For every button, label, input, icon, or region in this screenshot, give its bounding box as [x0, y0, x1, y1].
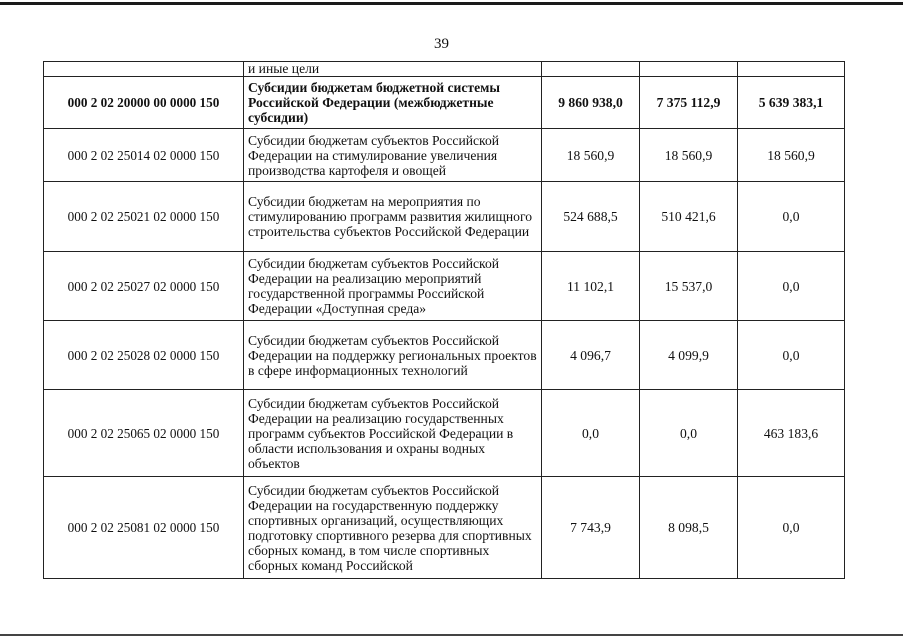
name-cell: Субсидии бюджетам субъектов Российской Федерации на реализацию государственных программ субъектов Российской Федерации в области использования и охраны водных объектов	[244, 390, 542, 477]
value-cell-2: 0,0	[640, 390, 738, 477]
table-row	[44, 321, 845, 390]
code-cell: 000 2 02 25065 02 0000 150	[44, 390, 244, 477]
budget-table	[43, 61, 845, 579]
value-cell	[640, 62, 738, 77]
value-cell-3: 0,0	[738, 477, 845, 579]
value-cell	[542, 62, 640, 77]
name-cell: Субсидии бюджетам субъектов Российской Федерации на государственную поддержку спортивных организаций, осуществляющих подготовку спортивного резерва для спортивных сборных команд, в том числе спортивных сборных команд Российской	[244, 477, 542, 579]
value-cell-1: 7 743,9	[542, 477, 640, 579]
code-cell: 000 2 02 25014 02 0000 150	[44, 129, 244, 182]
code-cell	[44, 62, 244, 77]
value-cell-2: 510 421,6	[640, 182, 738, 252]
value-cell-1: 0,0	[542, 390, 640, 477]
table-row-subsidies-total	[44, 77, 845, 129]
value-cell-3: 0,0	[738, 182, 845, 252]
value-cell-1: 524 688,5	[542, 182, 640, 252]
table-row	[44, 477, 845, 579]
table-row	[44, 182, 845, 252]
table-row	[44, 252, 845, 321]
name-cell: Субсидии бюджетам бюджетной системы Российской Федерации (межбюджетные субсидии)	[244, 77, 542, 129]
name-cell: Субсидии бюджетам на мероприятия по стимулированию программ развития жилищного строительства субъектов Российской Федерации	[244, 182, 542, 252]
page-number: 39	[434, 36, 449, 52]
value-cell-1: 9 860 938,0	[542, 77, 640, 129]
value-cell-3: 0,0	[738, 252, 845, 321]
value-cell-3: 0,0	[738, 321, 845, 390]
value-cell-3: 463 183,6	[738, 390, 845, 477]
code-cell: 000 2 02 25027 02 0000 150	[44, 252, 244, 321]
code-cell: 000 2 02 20000 00 0000 150	[44, 77, 244, 129]
value-cell-2: 18 560,9	[640, 129, 738, 182]
code-cell: 000 2 02 25021 02 0000 150	[44, 182, 244, 252]
value-cell-1: 4 096,7	[542, 321, 640, 390]
value-cell-1: 11 102,1	[542, 252, 640, 321]
name-cell: Субсидии бюджетам субъектов Российской Федерации на стимулирование увеличения производства картофеля и овощей	[244, 129, 542, 182]
name-cell: Субсидии бюджетам субъектов Российской Федерации на поддержку региональных проектов в сфере информационных технологий	[244, 321, 542, 390]
value-cell-3: 5 639 383,1	[738, 77, 845, 129]
value-cell-2: 15 537,0	[640, 252, 738, 321]
value-cell-1: 18 560,9	[542, 129, 640, 182]
value-cell	[738, 62, 845, 77]
bottom-border-line	[0, 634, 903, 636]
name-cell: и иные цели	[244, 62, 542, 77]
value-cell-2: 7 375 112,9	[640, 77, 738, 129]
top-border-line	[0, 2, 903, 5]
table-row-continuation	[44, 62, 845, 77]
table-row	[44, 129, 845, 182]
name-cell: Субсидии бюджетам субъектов Российской Федерации на реализацию мероприятий государственной программы Российской Федерации «Доступная среда»	[244, 252, 542, 321]
value-cell-2: 4 099,9	[640, 321, 738, 390]
code-cell: 000 2 02 25081 02 0000 150	[44, 477, 244, 579]
code-cell: 000 2 02 25028 02 0000 150	[44, 321, 244, 390]
value-cell-2: 8 098,5	[640, 477, 738, 579]
table-row	[44, 390, 845, 477]
value-cell-3: 18 560,9	[738, 129, 845, 182]
